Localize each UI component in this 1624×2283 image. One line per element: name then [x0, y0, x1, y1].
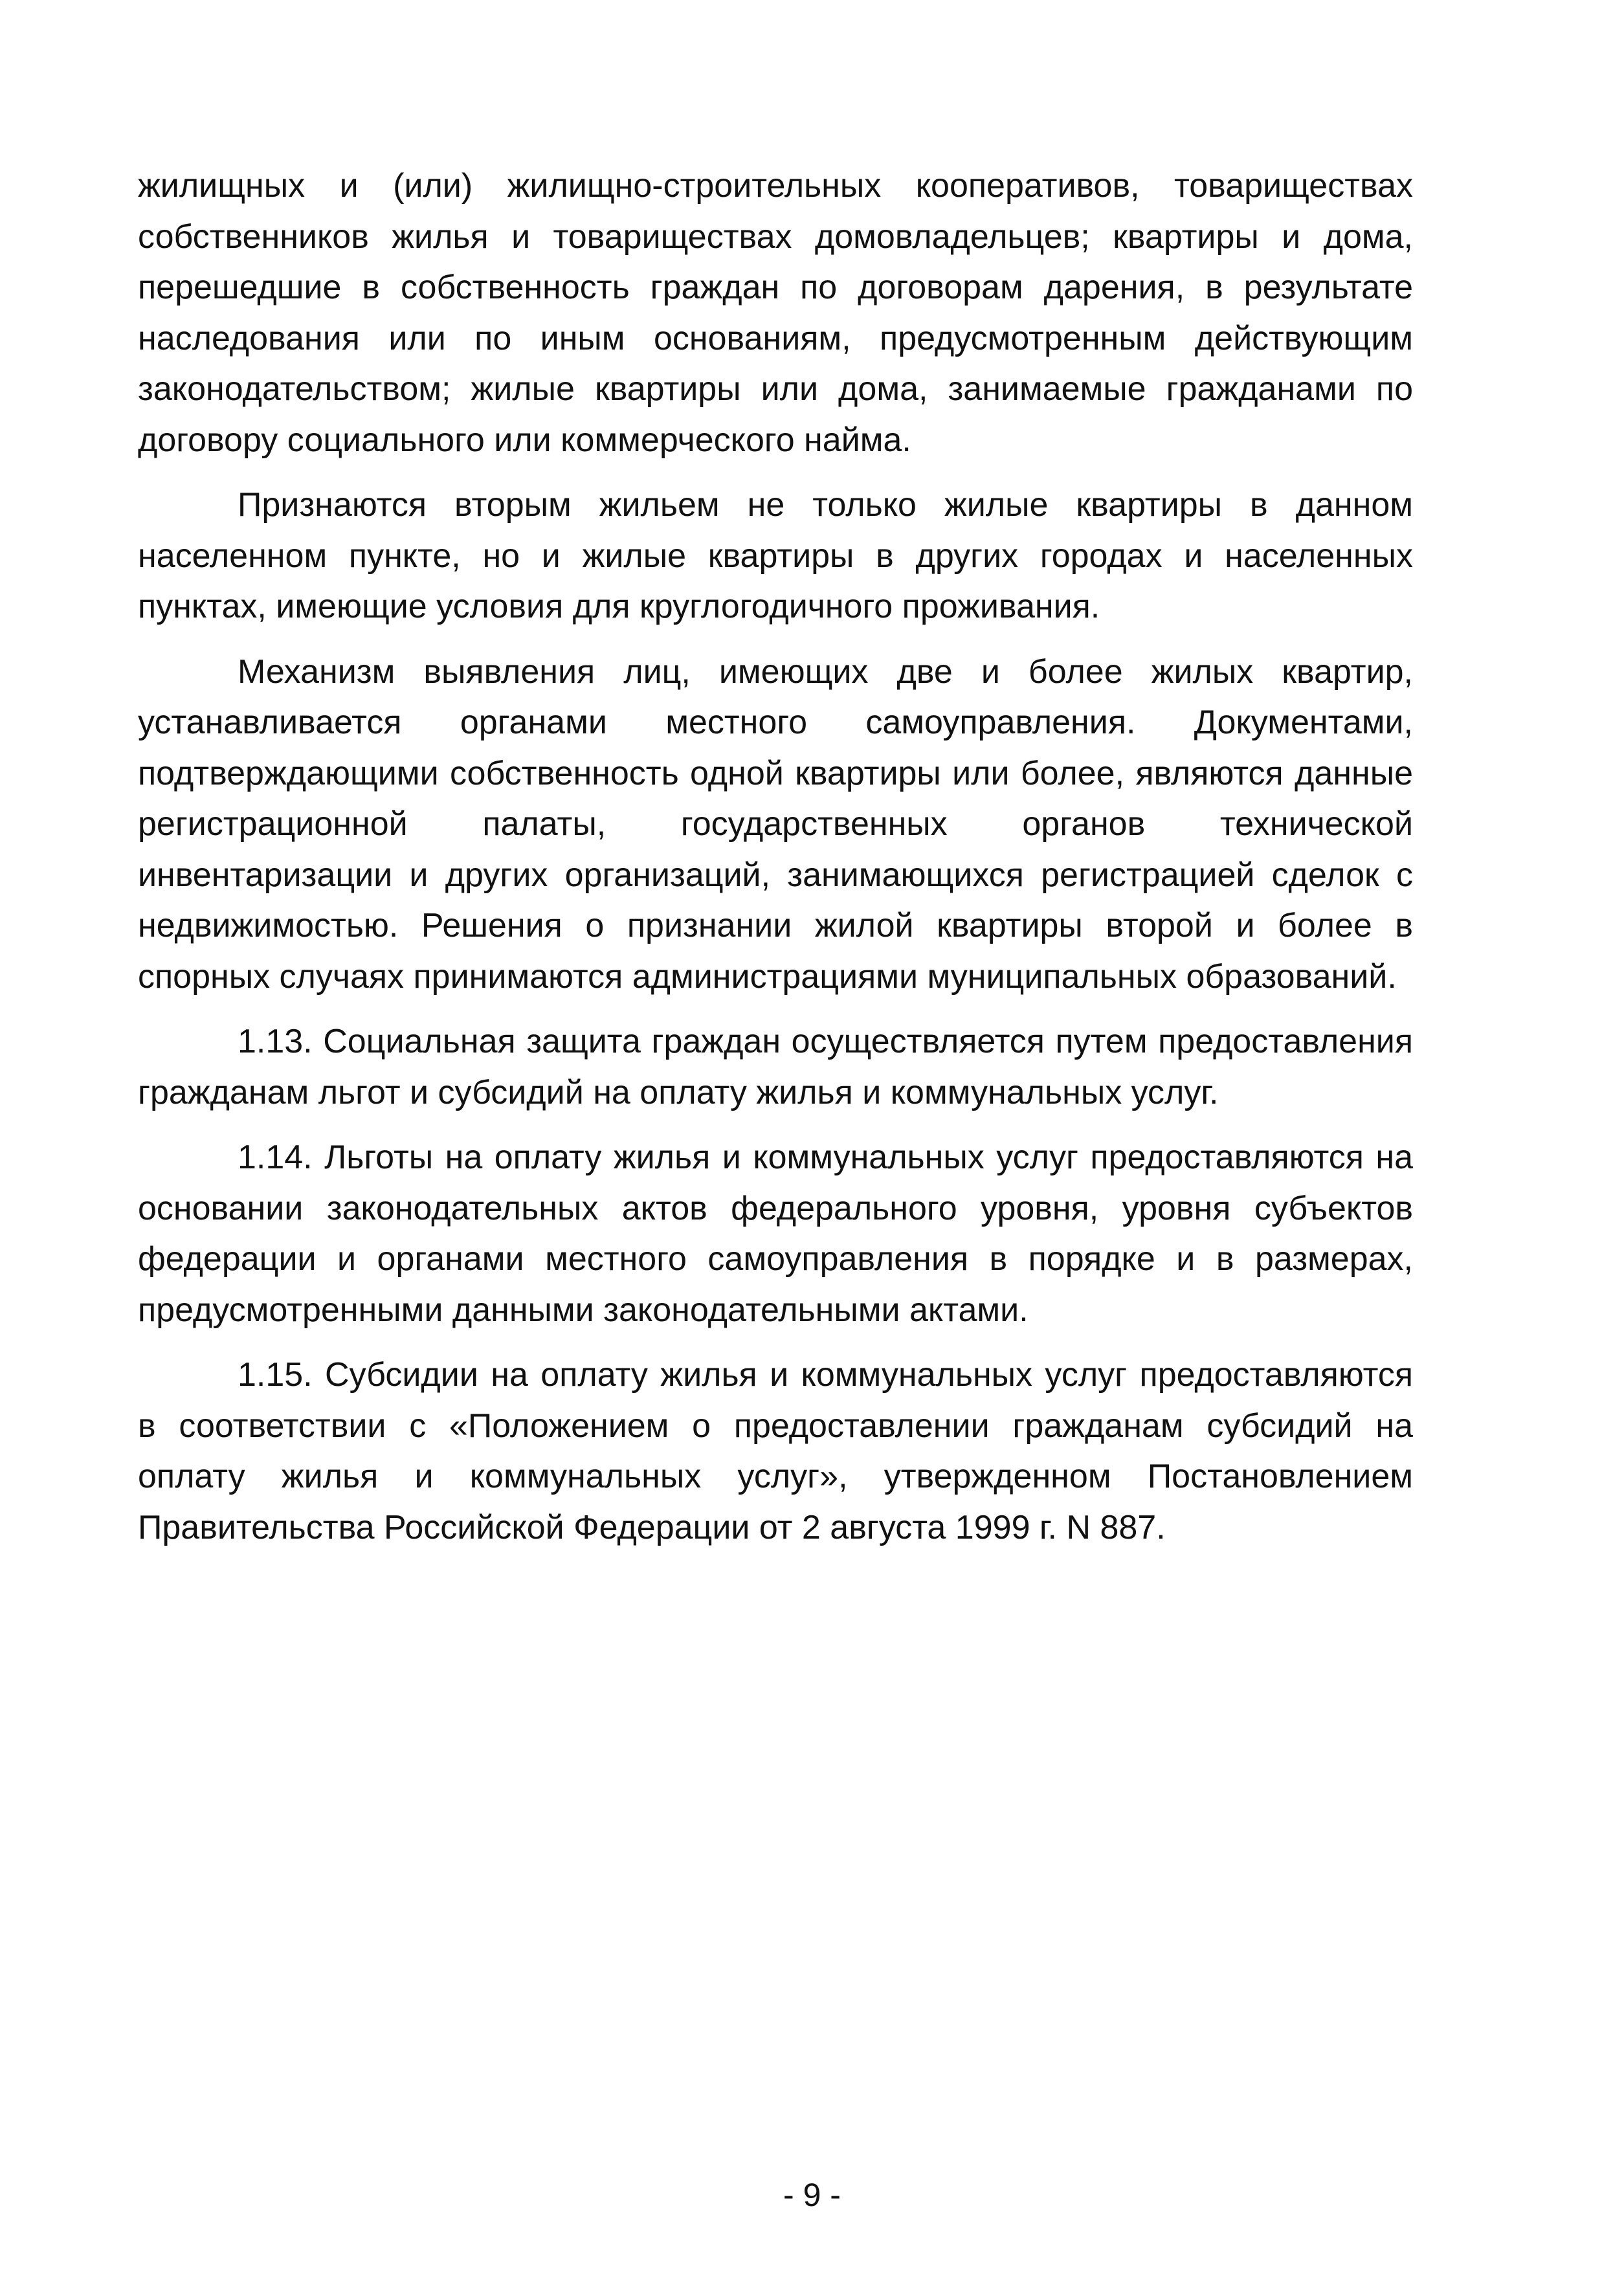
paragraph-1-13: 1.13. Социальная защита граждан осуществляется путем предоставления гражданам льгот и субсидий на оплату жилья и коммунальных услуг. — [138, 1023, 1413, 1111]
paragraph-second-housing: Признаются вторым жильем не только жилые квартиры в данном населенном пункте, но и жилые квартиры в других городах и населенных пунктах, имеющие условия для круглогодичного проживания. — [138, 486, 1413, 625]
paragraph-1-14: 1.14. Льготы на оплату жилья и коммунальных услуг предоставляются на основании законодательных актов федерального уровня, уровня субъектов федерации и органами местного самоуправления в порядке и в размерах, предусмотренными данными законодательными актами. — [138, 1139, 1413, 1329]
page-number: - 9 - — [783, 2177, 841, 2213]
paragraph-identification-mechanism: Механизм выявления лиц, имеющих две и более жилых квартир, устанавливается органами местного самоуправления. Документами, подтверждающими собственность одной квартиры или более, являются данные регистрационной палаты, государственных органов технической инвентаризации и других организаций, занимающихся регистрацией сделок с недвижимостью. Решения о признании жилой квартиры второй и более в спорных случаях принимаются администрациями муниципальных образований. — [138, 652, 1413, 996]
body-text — [138, 161, 1413, 1567]
paragraph-1-15: 1.15. Субсидии на оплату жилья и коммунальных услуг предоставляются в соответствии с «Положением о предоставлении гражданам субсидий на оплату жилья и коммунальных услуг», утвержденном Постановлением Правительства Российской Федерации от 2 августа 1999 г. N 887. — [138, 1356, 1413, 1546]
paragraph-continuation: жилищных и (или) жилищно-строительных кооперативов, товариществах собственников жилья и товариществах домовладельцев; квартиры и дома, перешедшие в собственность граждан по договорам дарения, в результате наследования или по иным основаниям, предусмотренным действующим законодательством; жилые квартиры или дома, занимаемые гражданами по договору социального или коммерческого найма. — [138, 167, 1413, 459]
